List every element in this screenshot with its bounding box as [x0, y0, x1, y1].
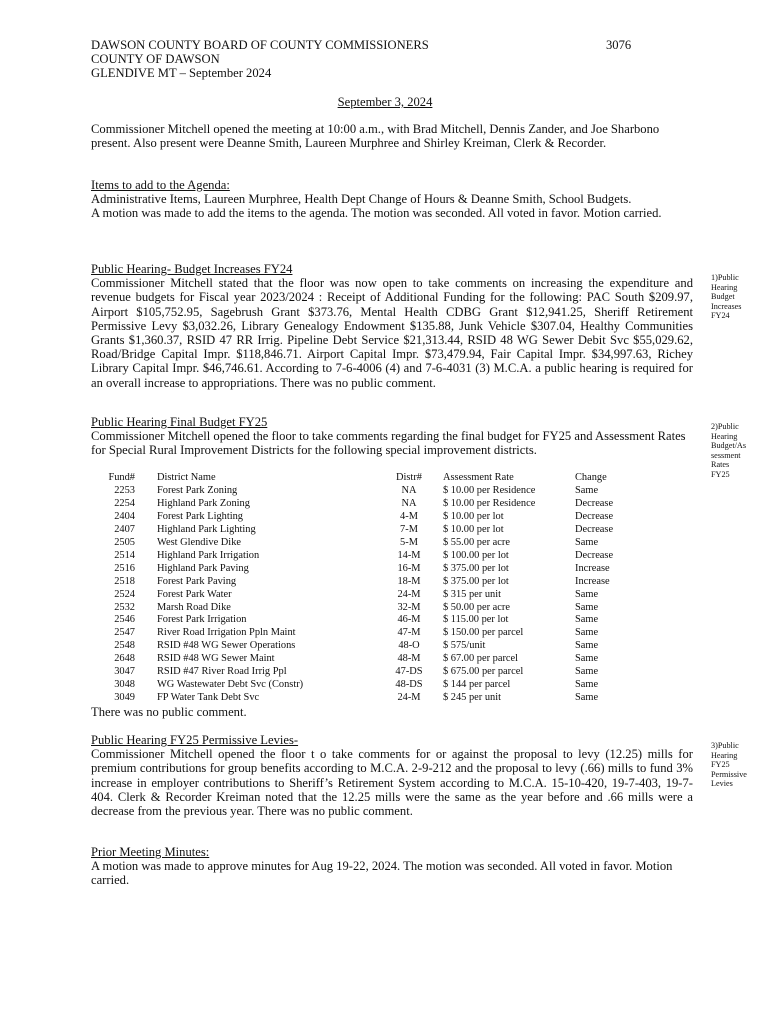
fund-number: 2505	[114, 536, 135, 548]
district-name: Forest Park Lighting	[157, 510, 244, 522]
margin-note-permissive-levies: 3)Public Hearing FY25 Permissive Levies	[711, 741, 747, 789]
rate-change: Decrease	[575, 497, 614, 509]
table-row	[91, 550, 645, 563]
fund-number: 2254	[114, 497, 135, 509]
district-name: RSID #47 River Road Irrig Ppl	[157, 666, 287, 678]
table-row	[91, 602, 645, 615]
fund-number: 2253	[114, 484, 135, 496]
district-code: 47-DS	[395, 666, 423, 678]
table-header-row	[91, 472, 645, 485]
district-code: NA	[401, 484, 417, 496]
district-code: 18-M	[397, 575, 421, 587]
district-name: FP Water Tank Debt Svc	[157, 692, 260, 704]
district-code: 4-M	[400, 510, 418, 522]
district-name: Marsh Road Dike	[157, 601, 231, 613]
rate-change: Same	[575, 536, 599, 548]
assessment-rate: $ 50.00 per acre	[443, 601, 510, 613]
district-code: 24-M	[397, 588, 421, 600]
assessment-rate: $ 375.00 per lot	[443, 575, 509, 587]
table-row	[91, 511, 645, 524]
permissive-levies-text: Commissioner Mitchell opened the floor t o take comments for or against the proposal to levy (12.25) mills for premium contributions for group benefits according to M.C.A. 2-9-212 and the proposal to levy (.66) mills to fund 3% increase in employer contributions to Sheriff’s Retirement System according to M.C.A. 15-10-420, 19-7-403, 19-7-404. Clerk & Recorder Kreiman noted that the 12.25 mills were the same as the year before and .66 mills were a decrease from the previous year. There was no public comment.	[91, 747, 693, 819]
table-row	[91, 563, 645, 576]
assessment-rate: $ 10.00 per lot	[443, 510, 504, 522]
table-row	[91, 666, 645, 679]
rate-change: Same	[575, 484, 599, 496]
district-rows	[91, 485, 645, 705]
assessment-rate: $ 55.00 per acre	[443, 536, 510, 548]
assessment-rate: $ 375.00 per lot	[443, 562, 509, 574]
final-budget-title: Public Hearing Final Budget FY25	[91, 415, 268, 429]
budget-increases-text: Commissioner Mitchell stated that the floor was now open to take comments on increasing the expenditure and revenue budgets for Fiscal year 2023/2024 : Receipt of Additional Funding for the following: PAC South $209.97, Airport $105,752.95, Sagebrush Grant $373.76, Mental Health CDBG Grant $12,941.25, Sheriff Retirement Permissive Levy $3,032.26, Library Genealogy Endowment $135.88, Junk Vehicle $307.04, Healthy Communities Grants $1,360.37, RSID 47 RR Irrig. Pipeline Debt Service $21,313.44, RSID 48 WG Sewer Debit Svc $55,029.62, Road/Bridge Capital Impr. $118,846.71. Airport Capital Impr. $73,479.94, Fair Capital Impr. $34,997.63, Richey Library Capital Impr. $46,746.61. According to 7-6-4006 (4) and 7-6-4031 (3) M.C.A. a public hearing is required for an overall increase to appropriations. There was no public comment.	[91, 276, 693, 390]
district-code: NA	[401, 497, 417, 509]
district-code: 48-O	[398, 640, 420, 652]
fund-number: 2524	[114, 588, 135, 600]
table-row	[91, 576, 645, 589]
rate-change: Decrease	[575, 523, 614, 535]
fund-number: 2648	[114, 653, 135, 665]
district-code: 48-DS	[395, 679, 423, 691]
fund-number: 3049	[114, 692, 135, 704]
table-row	[91, 679, 645, 692]
district-name: Highland Park Lighting	[157, 523, 256, 535]
prior-minutes-section	[91, 845, 693, 888]
assessment-rate: $ 150.00 per parcel	[443, 627, 524, 639]
district-code: 7-M	[400, 523, 418, 535]
agenda-text: Administrative Items, Laureen Murphree, Health Dept Change of Hours & Deanne Smith, School Budgets.	[91, 192, 632, 207]
district-name: Forest Park Zoning	[157, 484, 238, 496]
table-row	[91, 653, 645, 666]
rate-change: Same	[575, 666, 599, 678]
table-row	[91, 485, 645, 498]
opening-paragraph: Commissioner Mitchell opened the meeting at 10:00 a.m., with Brad Mitchell, Dennis Zander, and Joe Sharbono present. Also present were Deanne Smith, Laureen Murphree and Shirley Kreiman, Clerk & Recorder.	[91, 122, 660, 151]
agenda-title: Items to add to the Agenda:	[91, 178, 230, 192]
district-code: 47-M	[397, 627, 421, 639]
fund-number: 3047	[114, 666, 135, 678]
district-name: Highland Park Zoning	[157, 497, 250, 509]
fund-number: 2514	[114, 549, 135, 561]
fund-number: 2518	[114, 575, 135, 587]
district-code: 48-M	[397, 653, 421, 665]
rate-change: Same	[575, 679, 599, 691]
district-name: Highland Park Paving	[157, 562, 249, 574]
district-code: 14-M	[397, 549, 421, 561]
district-code: 16-M	[397, 562, 421, 574]
fund-number: 3048	[114, 679, 135, 691]
assessment-rate: $ 10.00 per Residence	[443, 497, 536, 509]
fund-number: 2547	[114, 627, 135, 639]
budget-increases-title: Public Hearing- Budget Increases FY24	[91, 262, 293, 276]
rate-change: Same	[575, 627, 599, 639]
table-row	[91, 640, 645, 653]
district-code: 5-M	[400, 536, 418, 548]
document-header	[91, 38, 429, 81]
table-row	[91, 524, 645, 537]
column-header: District Name	[157, 472, 216, 483]
district-code: 24-M	[397, 692, 421, 704]
final-budget-text: Commissioner Mitchell opened the floor to take comments regarding the final budget for FY25 and Assessment Rates for Special Rural Improvement Districts for the following special improvement districts.	[91, 429, 686, 458]
assessment-rate: $ 115.00 per lot	[443, 614, 509, 626]
fund-number: 2516	[114, 562, 135, 574]
rate-change: Same	[575, 692, 599, 704]
district-name: West Glendive Dike	[157, 536, 241, 548]
header-line-3: GLENDIVE MT – September 2024	[91, 66, 272, 81]
rate-change: Same	[575, 640, 599, 652]
rate-change: Same	[575, 653, 599, 665]
meeting-date: September 3, 2024	[337, 95, 433, 109]
district-name: Forest Park Water	[157, 588, 232, 600]
column-header: Assessment Rate	[443, 472, 514, 483]
assessment-rate: $ 675.00 per parcel	[443, 666, 524, 678]
rate-change: Increase	[575, 562, 610, 574]
fund-number: 2404	[114, 510, 135, 522]
rate-change: Same	[575, 588, 599, 600]
assessment-rate: $ 144 per parcel	[443, 679, 511, 691]
assessment-rate: $ 245 per unit	[443, 692, 502, 704]
header-line-2: COUNTY OF DAWSON	[91, 52, 220, 67]
margin-note-final-budget: 2)Public Hearing Budget/As sessment Rates FY25	[711, 422, 747, 479]
table-row	[91, 692, 645, 705]
district-code: 46-M	[397, 614, 421, 626]
column-header: Distr#	[396, 472, 422, 483]
rate-change: Same	[575, 601, 599, 613]
agenda-section	[91, 178, 693, 221]
table-row	[91, 627, 645, 640]
district-name: RSID #48 WG Sewer Maint	[157, 653, 275, 665]
district-name: RSID #48 WG Sewer Operations	[157, 640, 296, 652]
column-header: Fund#	[108, 472, 135, 483]
budget-increases-section	[91, 262, 693, 390]
district-name: Forest Park Irrigation	[157, 614, 247, 626]
rate-change: Decrease	[575, 510, 614, 522]
final-budget-closing: There was no public comment.	[91, 705, 247, 719]
district-rates-table	[91, 472, 645, 705]
column-header: Change	[575, 472, 607, 483]
assessment-rate: $ 10.00 per lot	[443, 523, 504, 535]
district-name: Highland Park Irrigation	[157, 549, 260, 561]
assessment-rate: $ 575/unit	[443, 640, 486, 652]
assessment-rate: $ 315 per unit	[443, 588, 502, 600]
fund-number: 2548	[114, 640, 135, 652]
rate-change: Same	[575, 614, 599, 626]
district-name: Forest Park Paving	[157, 575, 237, 587]
agenda-motion: A motion was made to add the items to the agenda. The motion was seconded. All voted in favor. Motion carried.	[91, 206, 662, 221]
assessment-rate: $ 100.00 per lot	[443, 549, 509, 561]
table-row	[91, 498, 645, 511]
permissive-levies-title: Public Hearing FY25 Permissive Levies-	[91, 733, 299, 747]
prior-minutes-title: Prior Meeting Minutes:	[91, 845, 210, 859]
district-name: WG Wastewater Debt Svc (Constr)	[157, 679, 304, 691]
assessment-rate: $ 67.00 per parcel	[443, 653, 519, 665]
page-number: 3076	[606, 38, 632, 52]
assessment-rate: $ 10.00 per Residence	[443, 484, 536, 496]
fund-number: 2546	[114, 614, 135, 626]
final-budget-section	[91, 415, 693, 458]
header-line-1: DAWSON COUNTY BOARD OF COUNTY COMMISSIONERS	[91, 38, 429, 52]
table-row	[91, 537, 645, 550]
rate-change: Increase	[575, 575, 610, 587]
prior-minutes-text: A motion was made to approve minutes for Aug 19-22, 2024. The motion was seconded. All voted in favor. Motion carried.	[91, 859, 673, 888]
table-row	[91, 614, 645, 627]
permissive-levies-section	[91, 733, 693, 818]
table-row	[91, 589, 645, 602]
district-name: River Road Irrigation Ppln Maint	[157, 627, 296, 639]
district-code: 32-M	[397, 601, 421, 613]
margin-note-budget-increases: 1)Public Hearing Budget Increases FY24	[711, 273, 742, 321]
rate-change: Decrease	[575, 549, 614, 561]
fund-number: 2407	[114, 523, 135, 535]
fund-number: 2532	[114, 601, 135, 613]
